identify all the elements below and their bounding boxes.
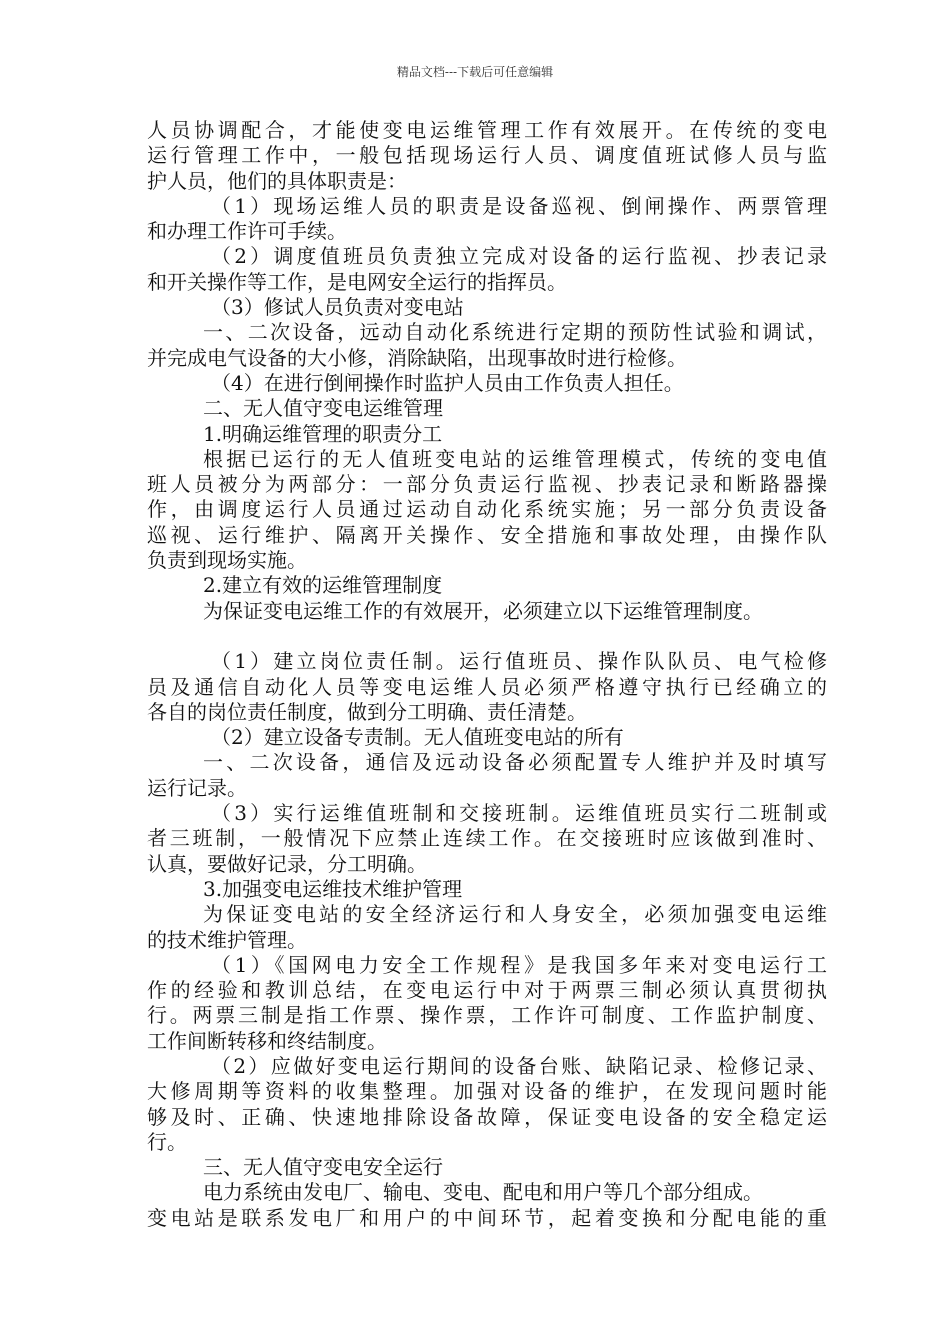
text-line: 二、无人值守变电运维管理	[203, 396, 443, 421]
text-line: 工作间断转移和终结制度。	[147, 1028, 387, 1053]
text-line: 班人员被分为两部分：一部分负责运行监视、抄表记录和断路器操	[147, 472, 827, 497]
text-line: 2.建立有效的运维管理制度	[203, 573, 443, 598]
text-line: （1）建立岗位责任制。运行值班员、操作队队员、电气检修	[211, 649, 827, 674]
text-line: （1）《国网电力安全工作规程》是我国多年来对变电运行工	[211, 952, 827, 977]
text-line: 护人员，他们的具体职责是：	[147, 168, 407, 193]
text-line: （2）调度值班员负责独立完成对设备的运行监视、抄表记录	[211, 244, 827, 269]
text-line: （2）应做好变电运行期间的设备台账、缺陷记录、检修记录、	[211, 1053, 827, 1078]
text-line: 运行管理工作中，一般包括现场运行人员、调度值班试修人员与监	[147, 143, 827, 168]
text-line: 作的经验和教训总结，在变电运行中对于两票三制必须认真贯彻执	[147, 978, 827, 1003]
text-line: 3.加强变电运维技术维护管理	[203, 876, 463, 901]
text-line: （3）修试人员负责对变电站	[211, 295, 464, 320]
text-line: 变电站是联系发电厂和用户的中间环节，起着变换和分配电能的重	[147, 1205, 827, 1230]
text-line: 各自的岗位责任制度，做到分工明确、责任清楚。	[147, 699, 587, 724]
text-line: 大修周期等资料的收集整理。加强对设备的维护，在发现问题时能	[147, 1079, 827, 1104]
text-line: 行。	[147, 1129, 187, 1154]
blank-line	[147, 624, 827, 649]
text-line: 员及通信自动化人员等变电运维人员必须严格遵守执行已经确立的	[147, 674, 827, 699]
text-line: 一、二次设备，远动自动化系统进行定期的预防性试验和调试，	[203, 320, 827, 345]
text-line: 者三班制，一般情况下应禁止连续工作。在交接班时应该做到准时、	[147, 826, 827, 851]
text-line: 并完成电气设备的大小修，消除缺陷，出现事故时进行检修。	[147, 345, 687, 370]
text-line: 根据已运行的无人值班变电站的运维管理模式，传统的变电值	[203, 446, 827, 471]
text-line: （1）现场运维人员的职责是设备巡视、倒闸操作、两票管理	[211, 193, 827, 218]
text-line: 人员协调配合，才能使变电运维管理工作有效展开。在传统的变电	[147, 118, 827, 142]
text-line: 负责到现场实施。	[147, 548, 307, 573]
text-line: 的技术维护管理。	[147, 927, 307, 952]
document-header: 精品文档---下载后可任意编辑	[396, 65, 554, 79]
text-line: 够及时、正确、快速地排除设备故障，保证变电设备的安全稳定运	[147, 1104, 827, 1129]
text-line: （3）实行运维值班制和交接班制。运维值班员实行二班制或	[211, 801, 827, 826]
text-line: （2）建立设备专责制。无人值班变电站的所有	[211, 725, 624, 750]
text-line: （4）在进行倒闸操作时监护人员由工作负责人担任。	[211, 370, 684, 395]
text-line: 和办理工作许可手续。	[147, 219, 347, 244]
text-line: 1.明确运维管理的职责分工	[203, 421, 443, 446]
text-line: 为保证变电站的安全经济运行和人身安全，必须加强变电运维	[203, 902, 827, 927]
text-line: 为保证变电运维工作的有效展开，必须建立以下运维管理制度。	[203, 598, 763, 623]
text-line: 电力系统由发电厂、输电、变电、配电和用户等几个部分组成。	[203, 1180, 763, 1205]
document-body	[147, 118, 827, 1231]
text-line: 三、无人值守变电安全运行	[203, 1155, 443, 1180]
text-line: 一、二次设备，通信及远动设备必须配置专人维护并及时填写	[203, 750, 827, 775]
text-line: 认真，要做好记录，分工明确。	[147, 851, 427, 876]
text-line: 作，由调度运行人员通过运动自动化系统实施；另一部分负责设备	[147, 497, 827, 522]
text-line: 运行记录。	[147, 775, 247, 800]
text-line: 巡视、运行维护、隔离开关操作、安全措施和事故处理，由操作队	[147, 522, 827, 547]
text-line: 行。两票三制是指工作票、操作票，工作许可制度、工作监护制度、	[147, 1003, 827, 1028]
text-line: 和开关操作等工作，是电网安全运行的指挥员。	[147, 269, 567, 294]
